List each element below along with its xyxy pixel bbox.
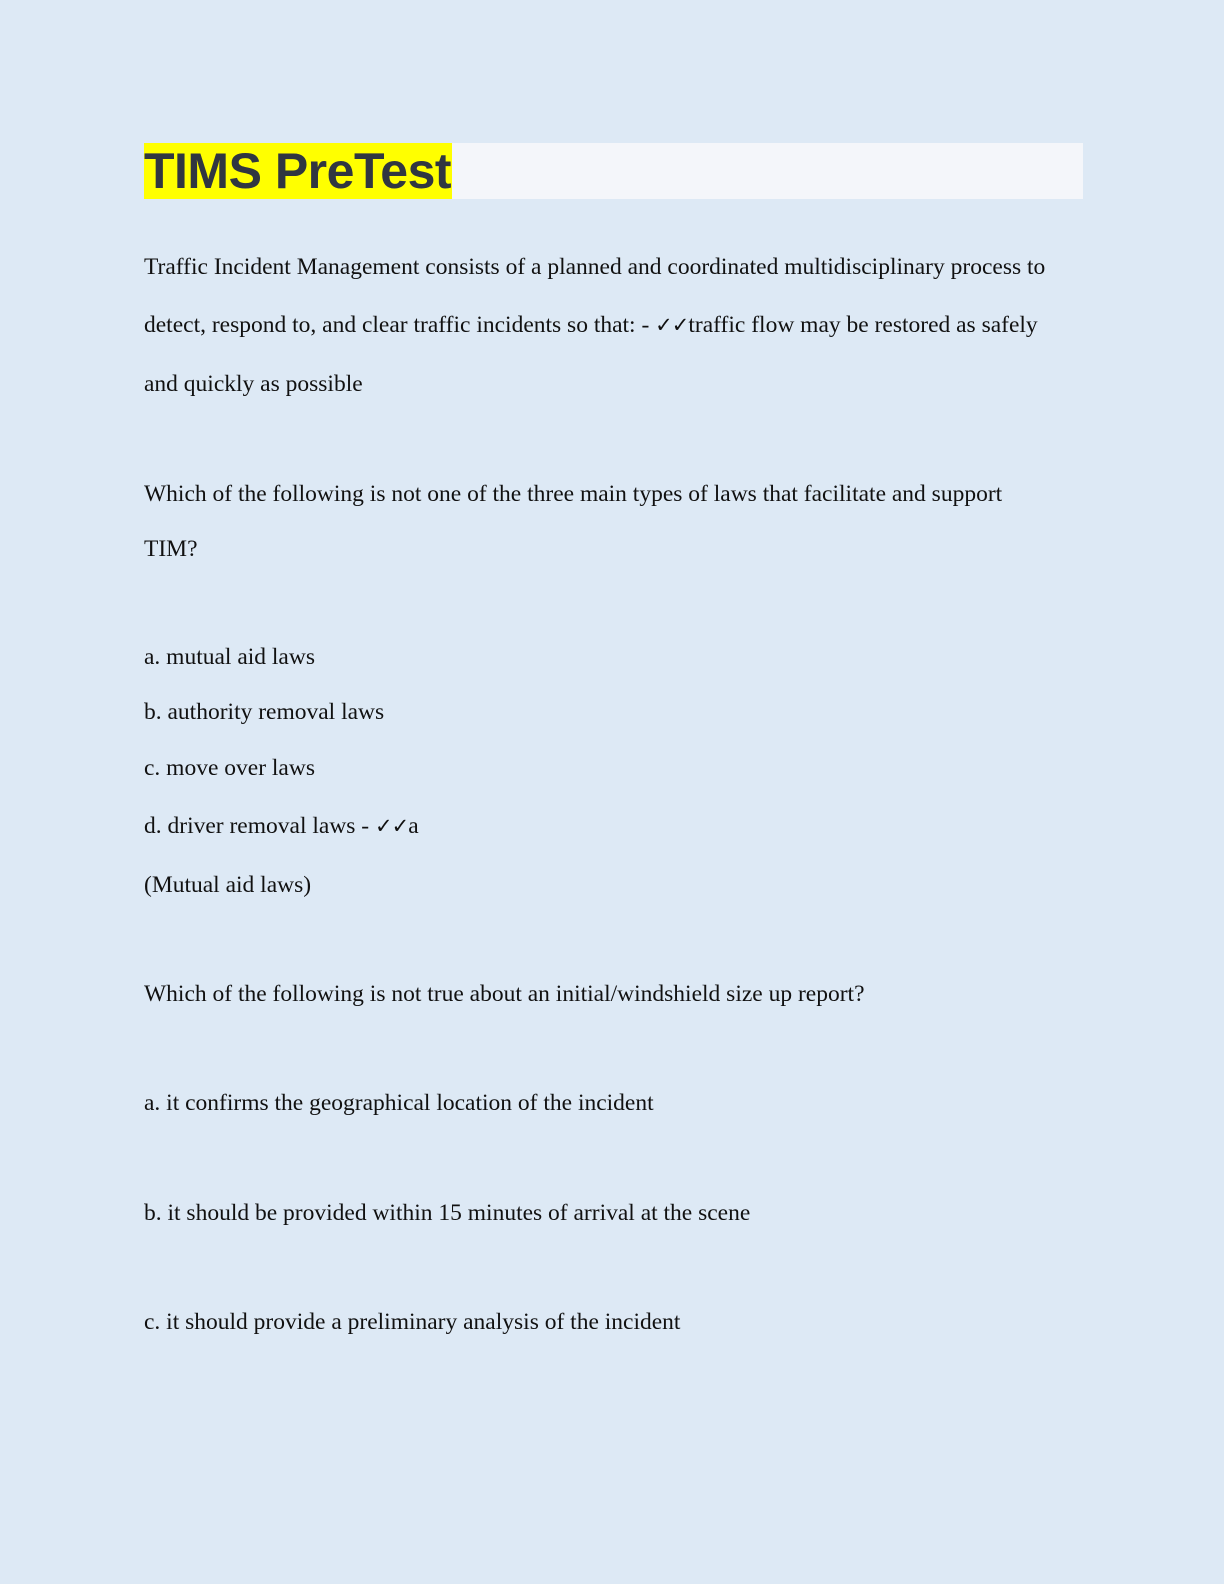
q1-text-line-2-start: detect, respond to, and clear traffic incidents so that: - bbox=[144, 312, 656, 338]
document-title: TIMS PreTest bbox=[144, 143, 452, 199]
q3-question: Which of the following is not true about an initial/windshield size up report? bbox=[144, 981, 865, 1007]
q1-text-line-1: Traffic Incident Management consists of a planned and coordinated multidisciplinary process to bbox=[144, 254, 1046, 280]
double-check-icon: ✓✓ bbox=[655, 313, 689, 337]
q1-text-line-3: and quickly as possible bbox=[144, 371, 363, 397]
q1-text-line-2 bbox=[144, 311, 1038, 339]
q2-question-line-2: TIM? bbox=[144, 536, 198, 562]
double-check-icon: ✓✓ bbox=[375, 814, 409, 838]
q1-answer-start: traffic flow may be restored as safely bbox=[688, 312, 1038, 338]
q2-option-c: c. move over laws bbox=[144, 755, 315, 781]
q3-option-a: a. it confirms the geographical location of the incident bbox=[144, 1090, 654, 1116]
q3-option-b: b. it should be provided within 15 minutes of arrival at the scene bbox=[144, 1200, 751, 1226]
q2-question-line-1: Which of the following is not one of the three main types of laws that facilitate and support bbox=[144, 481, 1003, 507]
q2-option-d bbox=[144, 812, 419, 840]
q2-option-b: b. authority removal laws bbox=[144, 699, 385, 725]
q2-answer: (Mutual aid laws) bbox=[144, 872, 312, 898]
q2-option-d-text: d. driver removal laws - bbox=[144, 813, 376, 839]
q2-option-a: a. mutual aid laws bbox=[144, 644, 315, 670]
q2-answer-letter: a bbox=[408, 813, 419, 839]
q3-option-c: c. it should provide a preliminary analysis of the incident bbox=[144, 1309, 681, 1335]
